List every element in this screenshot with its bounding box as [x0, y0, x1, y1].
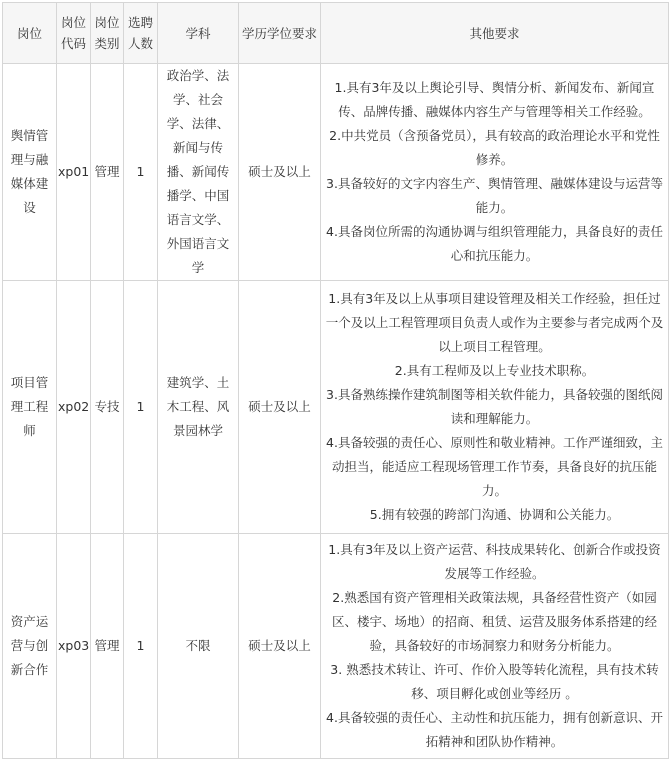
cell-position: 项目管理工程师	[3, 281, 57, 534]
cell-position: 资产运营与创新合作	[3, 534, 57, 759]
cell-code: xp01	[57, 64, 91, 281]
header-degree: 学历学位要求	[239, 3, 321, 64]
header-position: 岗位	[3, 3, 57, 64]
header-discipline: 学科	[158, 3, 239, 64]
positions-table	[2, 2, 669, 759]
requirement-item: 3.具备熟练操作建筑制图等相关软件能力，具备较强的图纸阅读和理解能力。	[326, 387, 663, 426]
cell-category: 专技	[91, 281, 124, 534]
cell-requirements	[321, 64, 669, 281]
cell-count: 1	[124, 281, 158, 534]
cell-requirements	[321, 534, 669, 759]
cell-category: 管理	[91, 64, 124, 281]
requirement-item: 1.具有3年及以上资产运营、科技成果转化、创新合作或投资发展等工作经验。	[328, 542, 661, 581]
cell-discipline: 建筑学、土木工程、风景园林学	[158, 281, 239, 534]
cell-code: xp03	[57, 534, 91, 759]
requirement-item: 4.具备较强的责任心、主动性和抗压能力，拥有创新意识、开拓精神和团队协作精神。	[326, 710, 663, 749]
header-count: 选聘人数	[124, 3, 158, 64]
cell-count: 1	[124, 64, 158, 281]
requirement-item: 3.具备较好的文字内容生产、舆情管理、融媒体建设与运营等能力。	[326, 176, 663, 215]
header-code: 岗位代码	[57, 3, 91, 64]
requirement-item: 4.具备较强的责任心、原则性和敬业精神。工作严谨细致，主动担当，能适应工程现场管理工作节奏，具备良好的抗压能力。	[326, 435, 663, 498]
requirement-item: 3. 熟悉技术转让、许可、作价入股等转化流程，具有技术转移、项目孵化或创业等经历 。	[330, 662, 659, 701]
cell-position: 舆情管理与融媒体建设	[3, 64, 57, 281]
header-row	[3, 3, 669, 64]
header-other: 其他要求	[321, 3, 669, 64]
table-row	[3, 534, 669, 759]
cell-code: xp02	[57, 281, 91, 534]
header-category: 岗位类别	[91, 3, 124, 64]
requirement-item: 4.具备岗位所需的沟通协调与组织管理能力，具备良好的责任心和抗压能力。	[326, 224, 663, 263]
table-row	[3, 64, 669, 281]
cell-degree: 硕士及以上	[239, 534, 321, 759]
cell-category: 管理	[91, 534, 124, 759]
requirement-item: 2.熟悉国有资产管理相关政策法规，具备经营性资产（如园区、楼宇、场地）的招商、租赁、运营及服务体系搭建的经验，具备较好的市场洞察力和财务分析能力。	[331, 590, 657, 653]
cell-degree: 硕士及以上	[239, 64, 321, 281]
requirement-item: 2.具有工程师及以上专业技术职称。	[394, 363, 595, 378]
cell-requirements	[321, 281, 669, 534]
requirement-item: 1.具有3年及以上舆论引导、舆情分析、新闻发布、新闻宣传、品牌传播、融媒体内容生产与管理等相关工作经验。	[334, 80, 655, 119]
requirement-item: 2.中共党员（含预备党员），具有较高的政治理论水平和党性修养。	[329, 128, 660, 167]
cell-count: 1	[124, 534, 158, 759]
cell-discipline: 政治学、法学、社会学、法律、新闻与传播、新闻传播学、中国语言文学、外国语言文学	[158, 64, 239, 281]
requirement-item: 5.拥有较强的跨部门沟通、协调和公关能力。	[369, 507, 620, 522]
cell-degree: 硕士及以上	[239, 281, 321, 534]
cell-discipline: 不限	[158, 534, 239, 759]
requirement-item: 1.具有3年及以上从事项目建设管理及相关工作经验，担任过一个及以上工程管理项目负责人或作为主要参与者完成两个及以上项目工程管理。	[325, 291, 664, 354]
table-row	[3, 281, 669, 534]
